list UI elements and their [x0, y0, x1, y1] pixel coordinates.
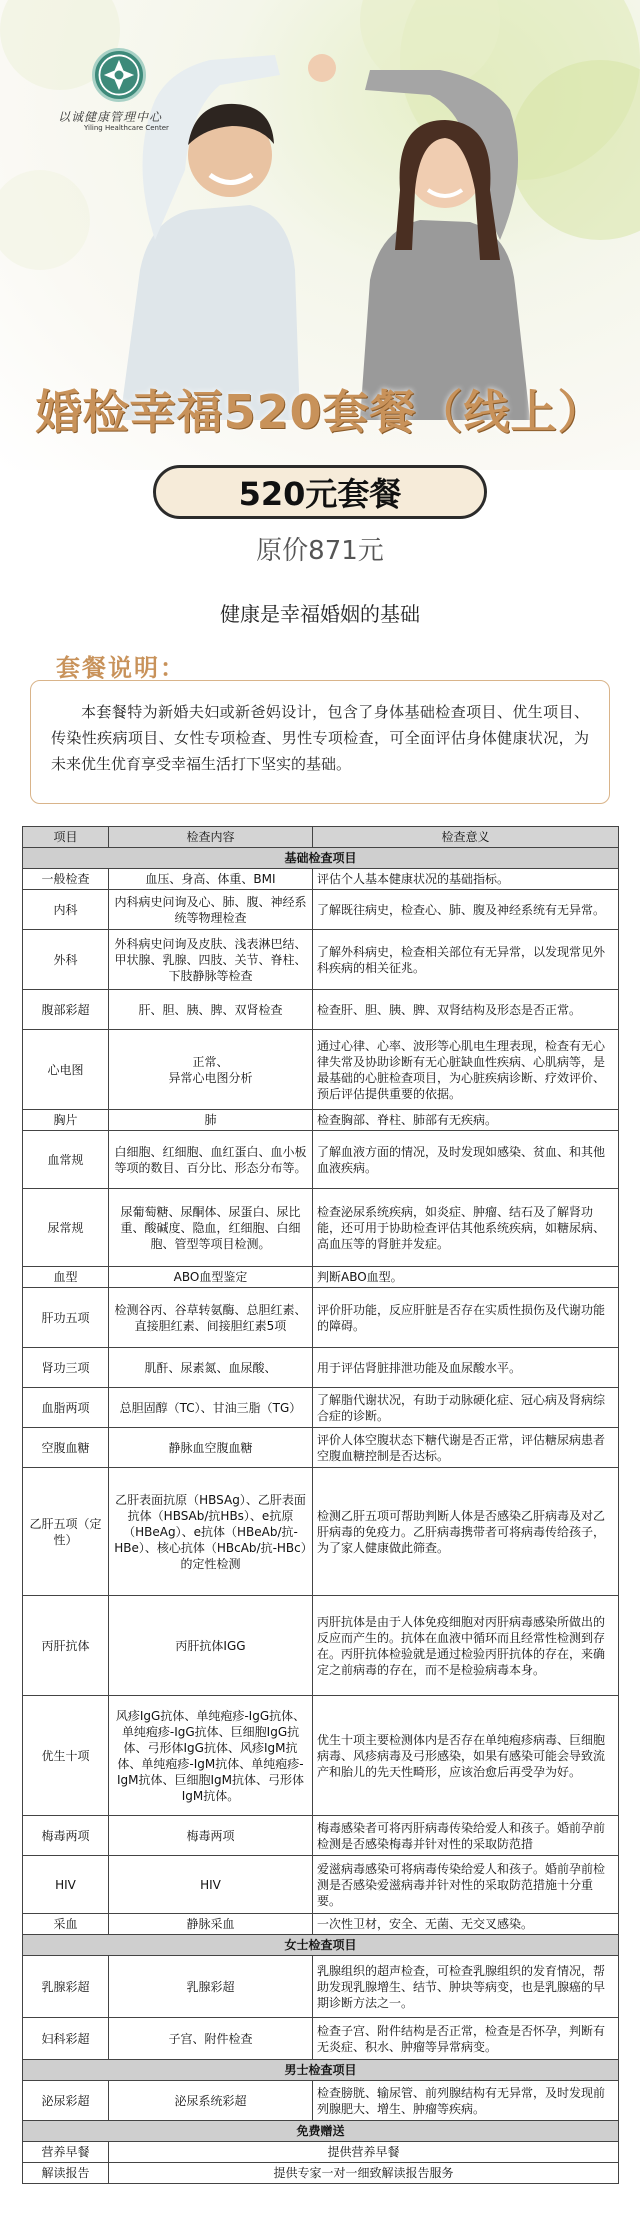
item-meaning: 检测乙肝五项可帮助判断人体是否感染乙肝病毒及对乙肝病毒的免疫力。乙肝病毒携带者可将病毒传给孩子，为了家人健康做此筛查。	[313, 1468, 619, 1596]
item-meaning: 检查子宫、附件结构是否正常，检查是否怀孕，判断有无炎症、积水、肿瘤等异常病变。	[313, 2018, 619, 2060]
header-content: 检查内容	[109, 827, 313, 848]
logo-emblem-icon	[95, 51, 143, 99]
item-name: 内科	[23, 890, 109, 930]
item-meaning: 丙肝抗体是由于人体免疫细胞对丙肝病毒感染所做出的反应而产生的。抗体在血液中循环而且经常性检测到存在。丙肝抗体检验就是通过检验丙肝抗体的存在，来确定之前病毒的存在，而不是检验病毒本身。	[313, 1596, 619, 1696]
item-name: 外科	[23, 930, 109, 990]
item-content: 内科病史问询及心、肺、腹、神经系统等物理检查	[109, 890, 313, 930]
table-row	[23, 2018, 619, 2060]
item-content: 子宫、附件检查	[109, 2018, 313, 2060]
table-body	[23, 848, 619, 2184]
header-meaning: 检查意义	[313, 827, 619, 848]
section-header-row	[23, 2121, 619, 2142]
item-meaning: 用于评估肾脏排泄功能及血尿酸水平。	[313, 1348, 619, 1388]
item-name: 血型	[23, 1267, 109, 1288]
item-meaning: 了解脂代谢状况，有助于动脉硬化症、冠心病及肾病综合症的诊断。	[313, 1388, 619, 1428]
item-meaning: 了解血液方面的情况，及时发现如感染、贫血、和其他血液疾病。	[313, 1131, 619, 1189]
slogan: 健康是幸福婚姻的基础	[220, 602, 420, 626]
package-pill-container	[0, 465, 640, 519]
item-name: 肝功五项	[23, 1288, 109, 1348]
item-meaning: 乳腺组织的超声检查，可检查乳腺组织的发育情况，帮助发现乳腺增生、结节、肿块等病变，也是乳腺癌的早期诊断方法之一。	[313, 1956, 619, 2018]
table-row	[23, 1348, 619, 1388]
item-meaning: 了解既往病史，检查心、肺、腹及神经系统有无异常。	[313, 890, 619, 930]
item-name: 血脂两项	[23, 1388, 109, 1428]
description-box: 本套餐特为新婚夫妇或新爸妈设计，包含了身体基础检查项目、优生项目、传染性疾病项目、女性专项检查、男性专项检查，可全面评估身体健康状况，为未来优生优育享受幸福生活打下坚实的基础。	[30, 680, 610, 804]
section-header-row	[23, 1935, 619, 1956]
header-item: 项目	[23, 827, 109, 848]
item-meaning: 检查泌尿系统疾病，如炎症、肿瘤、结石及了解肾功能，还可用于协助检查评估其他系统疾病，如糖尿病、高血压等的肾脏并发症。	[313, 1189, 619, 1267]
section-title: 女士检查项目	[23, 1935, 619, 1956]
item-meaning: 检查胸部、脊柱、肺部有无疾病。	[313, 1110, 619, 1131]
item-content: 检测谷丙、谷草转氨酶、总胆红素、直接胆红素、间接胆红素5项	[109, 1288, 313, 1348]
item-meaning: 优生十项主要检测体内是否存在单纯疱疹病毒、巨细胞病毒、风疹病毒及弓形感染，如果有感染可能会导致流产和胎儿的先天性畸形，应该治愈后再受孕为好。	[313, 1696, 619, 1816]
table-row	[23, 1596, 619, 1696]
table-row	[23, 1388, 619, 1428]
item-content: 丙肝抗体IGG	[109, 1596, 313, 1696]
table-row	[23, 1856, 619, 1914]
table-row	[23, 2081, 619, 2121]
section-header-row	[23, 2060, 619, 2081]
item-content: 提供专家一对一细致解读报告服务	[109, 2163, 619, 2184]
item-content: 总胆固醇（TC）、甘油三脂（TG）	[109, 1388, 313, 1428]
item-content: 梅毒两项	[109, 1816, 313, 1856]
item-name: HIV	[23, 1856, 109, 1914]
item-name: 乙肝五项（定性）	[23, 1468, 109, 1596]
item-content: ABO血型鉴定	[109, 1267, 313, 1288]
table-row	[23, 930, 619, 990]
item-name: 心电图	[23, 1030, 109, 1110]
item-name: 梅毒两项	[23, 1816, 109, 1856]
item-content: 提供营养早餐	[109, 2142, 619, 2163]
hero-banner	[0, 0, 640, 470]
item-meaning: 评估个人基本健康状况的基础指标。	[313, 869, 619, 890]
item-content: 静脉采血	[109, 1914, 313, 1935]
item-name: 优生十项	[23, 1696, 109, 1816]
item-name: 尿常规	[23, 1189, 109, 1267]
item-name: 解读报告	[23, 2163, 109, 2184]
table-row	[23, 1696, 619, 1816]
item-name: 肾功三项	[23, 1348, 109, 1388]
item-content: 尿葡萄糖、尿酮体、尿蛋白、尿比重、酸碱度、隐血，红细胞、白细胞、管型等项目检测。	[109, 1189, 313, 1267]
item-content: 血压、身高、体重、BMI	[109, 869, 313, 890]
item-content: HIV	[109, 1856, 313, 1914]
item-content: 泌尿系统彩超	[109, 2081, 313, 2121]
item-name: 丙肝抗体	[23, 1596, 109, 1696]
item-content: 白细胞、红细胞、血红蛋白、血小板等项的数目、百分比、形态分布等。	[109, 1131, 313, 1189]
item-name: 腹部彩超	[23, 990, 109, 1030]
item-content: 肝、胆、胰、脾、双肾检查	[109, 990, 313, 1030]
table-row	[23, 990, 619, 1030]
table-row	[23, 2163, 619, 2184]
table-row	[23, 1110, 619, 1131]
package-label: 520元套餐	[153, 465, 487, 519]
item-meaning: 梅毒感染者可将丙肝病毒传染给爱人和孩子。婚前孕前检测是否感染梅毒并针对性的采取防范措	[313, 1816, 619, 1856]
table-row	[23, 1189, 619, 1267]
item-content: 风疹IgG抗体、单纯疱疹-IgG抗体、单纯疱疹-IgG抗体、巨细胞IgG抗体、弓形体IgG抗体、风疹IgM抗体、单纯疱疹-IgM抗体、单纯疱疹-IgM抗体、巨细胞IgM抗体、弓形体IgM抗体。	[109, 1696, 313, 1816]
table-row	[23, 1914, 619, 1935]
item-content: 肺	[109, 1110, 313, 1131]
center-logo	[92, 48, 146, 102]
item-content: 正常、 异常心电图分析	[109, 1030, 313, 1110]
item-name: 妇科彩超	[23, 2018, 109, 2060]
item-name: 营养早餐	[23, 2142, 109, 2163]
item-meaning: 评价人体空腹状态下糖代谢是否正常，评估糖尿病患者空腹血糖控制是否达标。	[313, 1428, 619, 1468]
section-title: 免费赠送	[23, 2121, 619, 2142]
item-name: 采血	[23, 1914, 109, 1935]
item-content: 外科病史问询及皮肤、浅表淋巴结、甲状腺、乳腺、四肢、关节、脊柱、下肢静脉等检查	[109, 930, 313, 990]
item-name: 胸片	[23, 1110, 109, 1131]
table-row	[23, 1468, 619, 1596]
item-meaning: 一次性卫材，安全、无菌、无交叉感染。	[313, 1914, 619, 1935]
item-meaning: 了解外科病史，检查相关部位有无异常，以发现常见外科疾病的相关征兆。	[313, 930, 619, 990]
item-name: 泌尿彩超	[23, 2081, 109, 2121]
item-meaning: 爱滋病毒感染可将病毒传染给爱人和孩子。婚前孕前检测是否感染爱滋病毒并针对性的采取防范措施十分重要。	[313, 1856, 619, 1914]
exam-items-table	[22, 826, 619, 2184]
section-header-row	[23, 848, 619, 869]
logo-english-name: Yiling Healthcare Center	[84, 124, 169, 132]
item-content: 静脉血空腹血糖	[109, 1428, 313, 1468]
item-name: 乳腺彩超	[23, 1956, 109, 2018]
item-meaning: 检查肝、胆、胰、脾、双肾结构及形态是否正常。	[313, 990, 619, 1030]
section-title: 男士检查项目	[23, 2060, 619, 2081]
original-price: 原价871元	[256, 536, 384, 566]
table-row	[23, 1267, 619, 1288]
item-name: 一般检查	[23, 869, 109, 890]
logo-chinese-name: 以诚健康管理中心	[58, 110, 163, 124]
item-name: 空腹血糖	[23, 1428, 109, 1468]
description-heading: 套餐说明：	[56, 654, 186, 682]
table-row	[23, 1428, 619, 1468]
item-meaning: 判断ABO血型。	[313, 1267, 619, 1288]
table-row	[23, 1131, 619, 1189]
table-row	[23, 1956, 619, 2018]
exam-table-container	[22, 826, 618, 2184]
item-content: 肌酐、尿素氮、血尿酸、	[109, 1348, 313, 1388]
table-row	[23, 1288, 619, 1348]
section-title: 基础检查项目	[23, 848, 619, 869]
table-row	[23, 2142, 619, 2163]
item-meaning: 评价肝功能，反应肝脏是否存在实质性损伤及代谢功能的障碍。	[313, 1288, 619, 1348]
page-title: 婚检幸福520套餐（线上）	[35, 385, 605, 439]
table-row	[23, 1030, 619, 1110]
item-content: 乳腺彩超	[109, 1956, 313, 2018]
item-name: 血常规	[23, 1131, 109, 1189]
table-row	[23, 869, 619, 890]
table-row	[23, 1816, 619, 1856]
table-header-row	[23, 827, 619, 848]
item-meaning: 通过心律、心率、波形等心肌电生理表现，检查有无心律失常及协助诊断有无心脏缺血性疾病、心肌病等，是最基础的心脏检查项目，为心脏疾病诊断、疗效评价、预后评估提供重要的依据。	[313, 1030, 619, 1110]
item-meaning: 检查膀胱、输尿管、前列腺结构有无异常，及时发现前列腺肥大、增生、肿瘤等疾病。	[313, 2081, 619, 2121]
table-row	[23, 890, 619, 930]
item-content: 乙肝表面抗原（HBSAg）、乙肝表面抗体（HBSAb/抗HBs）、e抗原（HBeAg）、e抗体（HBeAb/抗-HBe）、核心抗体（HBcAb/抗-HBc）的定性检测	[109, 1468, 313, 1596]
